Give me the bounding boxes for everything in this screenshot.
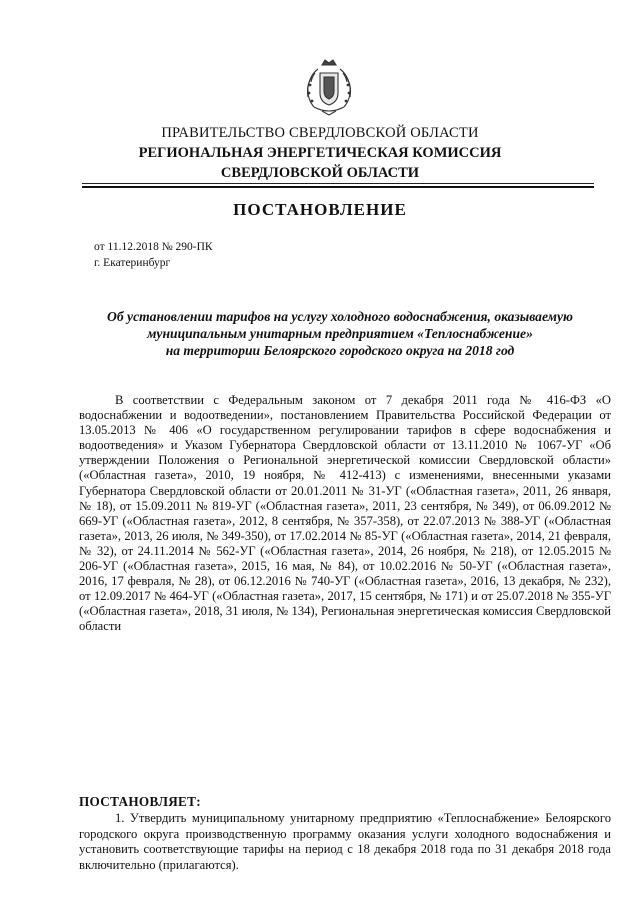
preamble-block bbox=[79, 393, 611, 635]
header-rule-thick bbox=[82, 186, 594, 188]
commission-name: РЕГИОНАЛЬНАЯ ЭНЕРГЕТИЧЕСКАЯ КОМИССИЯ bbox=[138, 145, 502, 161]
document-subject bbox=[70, 308, 610, 359]
header-rule-thin bbox=[82, 183, 594, 184]
preamble-paragraph: В соответствии с Федеральным законом от 7 декабря 2011 года № 416-ФЗ «О водоснабжении и водоотведении», постановлением Правительства Российской Федерации от 13.05.2013 № 406 «О государственном регулировании тарифов в сфере водоснабжения и водоотведения» и Указом Губернатора Свердловской области от 13.11.2010 № 1067-УГ «Об утверждении Положения о Региональной энергетической комиссии Свердловской области» («Областная газета», 2010, 19 ноября, № 412-413) с изменениями, внесенными указами Губернатора Свердловской области от 20.01.2011 № 31-УГ («Областная газета», 2011, 26 января, № 18), от 15.09.2011 № 819-УГ («Областная газета», 2011, 23 сентября, № 349), от 06.09.2012 № 669-УГ («Областная газета», 2012, 8 сентября, № 357-358), от 22.07.2013 № 388-УГ («Областная газета», 2013, 26 июля, № 349-350), от 17.02.2014 № 85-УГ («Областная газета», 2014, 21 февраля, № 32), от 24.11.2014 № 562-УГ («Областная газета», 2014, 26 ноября, № 218), от 12.05.2015 № 206-УГ («Областная газета», 2015, 16 мая, № 84), от 10.02.2016 № 50-УГ («Областная газета», 2016, 17 февраля, № 28), от 06.12.2016 № 740-УГ («Областная газета», 2016, 13 декабря, № 232), от 12.09.2017 № 464-УГ («Областная газета», 2017, 15 сентября, № 171) и от 25.07.2018 № 355-УГ («Областная газета», 2018, 31 июля, № 134), Региональная энергетическая комиссия Свердловской области bbox=[79, 393, 611, 634]
subject-line-3: на территории Белоярского городского округа на 2018 год bbox=[165, 343, 515, 358]
document-type-title: ПОСТАНОВЛЕНИЕ bbox=[233, 200, 407, 219]
document-place: г. Екатеринбург bbox=[94, 257, 171, 269]
resolution-item-1: 1. Утвердить муниципальному унитарному предприятию «Теплоснабжение» Белоярского городского округа производственную программу оказания услуги холодного водоснабжения и установить соответствующие тарифы на период с 18 декабря 2018 года по 31 декабря 2018 года включительно (прилагаются). bbox=[79, 811, 611, 872]
subject-line-2: муниципальным унитарным предприятием «Теплоснабжение» bbox=[147, 326, 533, 341]
document-date-number: от 11.12.2018 № 290-ПК bbox=[94, 241, 213, 253]
subject-line-1: Об установлении тарифов на услугу холодного водоснабжения, оказываемую bbox=[107, 309, 573, 324]
region-name: СВЕРДЛОВСКОЙ ОБЛАСТИ bbox=[220, 165, 420, 181]
government-name: ПРАВИТЕЛЬСТВО СВЕРДЛОВСКОЙ ОБЛАСТИ bbox=[161, 125, 479, 141]
coat-of-arms-icon bbox=[300, 55, 358, 119]
resolves-heading: ПОСТАНОВЛЯЕТ: bbox=[79, 794, 201, 809]
